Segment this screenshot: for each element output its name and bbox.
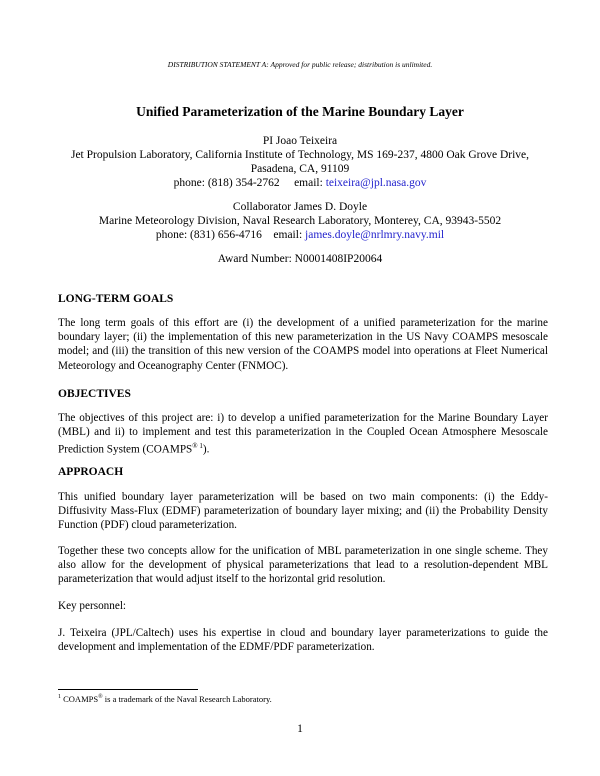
heading-long-term-goals: LONG-TERM GOALS [58,293,174,305]
collaborator-email-link[interactable]: james.doyle@nrlmry.navy.mil [305,229,445,241]
pi-affiliation-line2: Pasadena, CA, 91109 [250,163,350,175]
footnote [58,694,272,704]
footnote-reg-mark: ® [98,694,103,701]
approach-para4: J. Teixeira (JPL/Caltech) uses his expertise in cloud and boundary layer parameterizations to guide the development and implementation of the EDMF/PDF parameterization. [58,627,548,654]
collaborator-phone: phone: (831) 656-4716 [155,229,262,241]
approach-para1: This unified boundary layer parameterization will be based on two main components: (i) the Eddy-Diffusivity Mass-Flux (EDMF) parameterization of boundary layer mixing; and (ii) the Probability Density Function (PDF) cloud parameterization. [58,491,548,532]
pi-affiliation-line1: Jet Propulsion Laboratory, California Institute of Technology, MS 169-237, 4800 Oak Grove Drive, [70,149,530,161]
pi-contact [0,176,600,191]
approach-para3: Key personnel: [58,600,127,612]
pi-email-link[interactable]: teixeira@jpl.nasa.gov [325,177,427,189]
footnote-text-main: COAMPS [61,694,99,704]
objectives-text [58,411,548,457]
page-number: 1 [297,723,303,735]
approach-para2: Together these two concepts allow for the unification of MBL parameterization in one single scheme. They also allow for the development of physical parameterizations that lead to a resolution-dependent MBL parameterization that would adjust itself to the horizontal grid resolution. [58,545,548,586]
heading-objectives: OBJECTIVES [58,388,131,400]
objectives-text-end: ). [202,444,210,457]
heading-approach: APPROACH [58,466,124,478]
collaborator-contact [0,228,600,243]
pi-phone: phone: (818) 354-2762 [173,177,280,189]
pi-name: PI Joao Teixeira [262,135,338,147]
pi-email-label: email: [294,177,323,189]
award-number: Award Number: N0001408IP20064 [217,253,383,265]
distribution-statement: DISTRIBUTION STATEMENT A: Approved for public release; distribution is unlimited. [167,60,433,69]
paper-title: Unified Parameterization of the Marine Boundary Layer [136,104,464,119]
footnote-divider [58,689,198,690]
collaborator-email-label: email: [273,229,303,241]
footnote-number: 1 [58,694,61,701]
collaborator-affiliation: Marine Meteorology Division, Naval Research Laboratory, Monterey, CA, 93943-5502 [98,215,502,227]
long-term-goals-text: The long term goals of this effort are (i) the development of a unified parameterization for the marine boundary layer; (ii) the implementation of this new parameterization in the US Navy COAMPS mesoscale model; and (iii) the transition of this new version of the COAMPS model into operations at Fleet Numerical Meteorology and Oceanography Center (FNMOC). [58,317,548,372]
footnote-text-end: is a trademark of the Naval Research Laboratory. [102,694,272,704]
collaborator-name: Collaborator James D. Doyle [232,201,368,213]
objectives-footnote-ref: ® 1 [192,442,203,451]
objectives-text-main: The objectives of this project are: i) to develop a unified parameterization for the Marine Boundary Layer (MBL) and ii) to implement and test this parameterization in the Coupled Ocean Atmosphere Mesoscale Prediction System (COAMPS [58,412,548,457]
